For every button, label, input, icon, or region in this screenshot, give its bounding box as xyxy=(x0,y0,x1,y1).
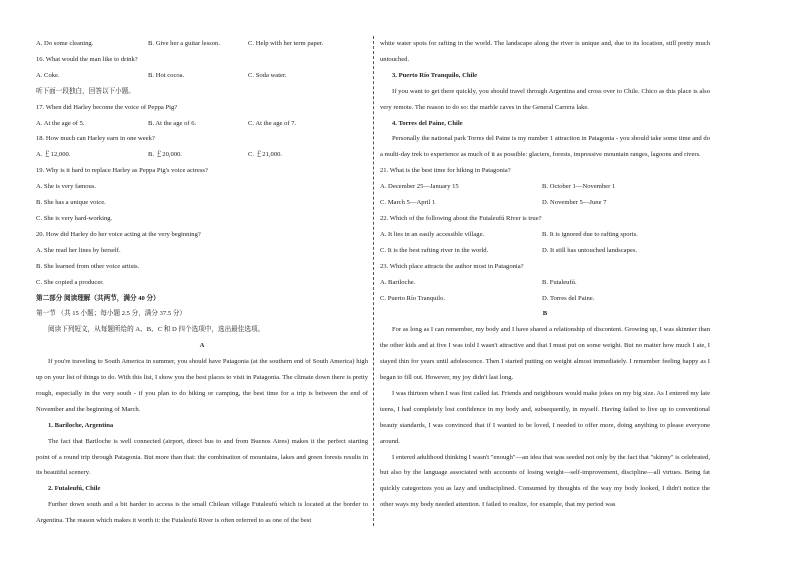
question-19: 19. Why is it hard to replace Harley as Peppa Pig's voice actress? xyxy=(36,167,208,175)
option: A. Coke. xyxy=(36,71,60,79)
option: C. March 5—April 1 xyxy=(380,199,436,207)
option: D. November 5—June 7 xyxy=(542,199,607,207)
option: C. Help with her term paper. xyxy=(248,40,324,47)
question-18: 18. How much can Harley earn in one week? xyxy=(36,135,155,143)
option: B. She has a unique voice. xyxy=(36,199,106,207)
option: A. It lies in an easily accessible village. xyxy=(380,230,485,238)
place-heading: 4. Torres del Paine, Chile xyxy=(392,119,463,127)
passage-b-paragraph: I entered adulthood thinking I wasn't "enough"—an idea that was seeded not only by the fact that "skinny" is celebrated, but also by the language associated with accounts of losing weight—self-improvement, discipline—all virtues. Being fat quickly categorizes you as lazy and undisciplined. Consumed by thoughts of the way my body looked, I didn't notice the other ways my body needed attention. I failed to realize, for example, that my period was xyxy=(380,453,710,509)
listening-instruction: 听下面一段独白，回答以下小题。 xyxy=(36,87,135,95)
option: C. Soda water. xyxy=(248,71,287,79)
option: B. Give her a guitar lesson. xyxy=(148,40,220,47)
q23-options xyxy=(380,291,710,307)
option: B. October 1—November 1 xyxy=(542,183,616,191)
option: A. At the age of 5. xyxy=(36,119,85,127)
option: A. She is very famous. xyxy=(36,183,97,191)
option: C. She is very hard-working. xyxy=(36,214,113,222)
option: B. Hot cocoa. xyxy=(148,71,185,79)
section-1-instruction: 阅读下列短文，从每题所给的 A、B、C 和 D 四个选项中，选出最佳选项。 xyxy=(48,326,265,334)
question-17: 17. When did Harley become the voice of Peppa Pig? xyxy=(36,103,178,111)
place-heading: 2. Futaleufú, Chile xyxy=(48,485,101,493)
passage-b-paragraph: I was thirteen when I was first called fat. Friends and neighbours would make jokes on my big size. As I entered my late teens, I had completely lost confidence in my body and, subsequently, in myself. Having failed to live up to conventional beauty standards, I was convinced that if I wanted to be loved, I needed to offer more, doing anything to please everyone around. xyxy=(380,389,710,445)
q17-options xyxy=(36,116,368,132)
option: A. She read her lines by herself. xyxy=(36,246,121,254)
option: C. Puerto Río Tranquilo. xyxy=(380,294,446,302)
option: A. Bariloche. xyxy=(380,278,416,286)
left-column xyxy=(36,36,368,529)
option: A. Do some cleaning. xyxy=(36,40,94,47)
question-21: 21. What is the best time for hiking in Patagonia? xyxy=(380,167,511,175)
q16-options xyxy=(36,68,368,84)
option: B. ￡20,000. xyxy=(148,151,183,159)
question-23: 23. Which place attracts the author most in Patagonia? xyxy=(380,262,524,270)
q21-options xyxy=(380,195,710,211)
option: B. Futaleufú. xyxy=(542,278,577,286)
passage-a-paragraph: If you want to get there quickly, you should travel through Argentina and cross over to Chile. Chico as this place is also very remote. The reason to do so: the marble caves in the General Carrera lake. xyxy=(380,87,710,111)
option: A. December 25—January 15 xyxy=(380,183,459,191)
question-20: 20. How did Harley do her voice acting at the very beginning? xyxy=(36,230,201,238)
option: D. It still has untouched landscapes. xyxy=(542,246,638,254)
question-16: 16. What would the man like to drink? xyxy=(36,55,138,63)
q22-options xyxy=(380,227,710,243)
right-column xyxy=(380,36,710,513)
place-heading: 3. Puerto Río Tranquilo, Chile xyxy=(392,71,478,79)
option: C. It is the best rafting river in the world. xyxy=(380,246,489,254)
passage-a-paragraph: Further down south and a bit harder to access is the small Chilean village Futaleufú which is located at the border to Argentina. The reason which makes it worth it: the Futaleufú River is often referred to as one of the best xyxy=(36,501,368,525)
option: B. She learned from other voice artists. xyxy=(36,262,140,270)
question-22: 22. Which of the following about the Futaleufú River is true? xyxy=(380,214,542,222)
option: C. At the age of 7. xyxy=(248,119,297,127)
passage-a-paragraph: The fact that Bariloche is well connected (airport, direct bus to and from Buenos Aires) makes it the perfect starting point of a round trip through Patagonia. But more than that: the combination of mountains, lakes and green forests results in its beautiful scenery. xyxy=(36,437,368,477)
place-heading: 1. Bariloche, Argentina xyxy=(48,421,114,429)
column-divider xyxy=(373,36,374,526)
passage-a-label: A xyxy=(199,342,205,350)
part-2-title: 第二部分 阅读理解（共两节，满分 40 分） xyxy=(36,294,160,302)
option: A. ￡12,000. xyxy=(36,151,71,159)
passage-b-paragraph: For as long as I can remember, my body and I have shared a relationship of discontent. Growing up, I was skinnier than the other kids and at five I was told I wasn't attractive and that I must put on some weight. But no matter how much I ate, I stayed thin for years until adolescence. Then I started putting on weight almost immediately. I remember feeling happy as I began to fill out. However, my joy didn't last long. xyxy=(380,326,710,382)
section-1-title: 第一节 （共 15 小题；每小题 2.5 分，满分 37.5 分） xyxy=(36,310,187,318)
option: C. ￡21,000. xyxy=(248,151,283,159)
q21-options xyxy=(380,179,710,195)
q22-options xyxy=(380,243,710,259)
passage-a-paragraph: Personally the national park Torres del Paine is my number 1 attraction in Patagonia - you should take some time and do a multi-day trek to experience as much of it as possible: glaciers, forests, impressive mountain ranges, lagoons and rivers. xyxy=(380,135,710,159)
q23-options xyxy=(380,275,710,291)
option: B. It is ignored due to rafting sports. xyxy=(542,230,638,238)
passage-a-paragraph: If you're traveling to South America in summer, you should have Patagonia (at the southern end of South America) high up on your list of things to do. With this list, I show you the best places to visit in Patagonia. The climate down there is pretty rough, especially in the very south - if you plan to do hiking or camping, the best time for a trip is between the end of November and the beginning of March. xyxy=(36,358,368,413)
q18-options xyxy=(36,147,368,163)
option: C. She copied a producer. xyxy=(36,278,104,286)
passage-a-paragraph: white water spots for rafting in the world. The landscape along the river is unique and, due to its location, still pretty much untouched. xyxy=(380,40,710,63)
passage-b-label: B xyxy=(542,310,548,318)
q15-options xyxy=(36,36,368,52)
option: B. At the age of 6. xyxy=(148,119,197,127)
option: D. Torres del Paine. xyxy=(542,294,595,302)
